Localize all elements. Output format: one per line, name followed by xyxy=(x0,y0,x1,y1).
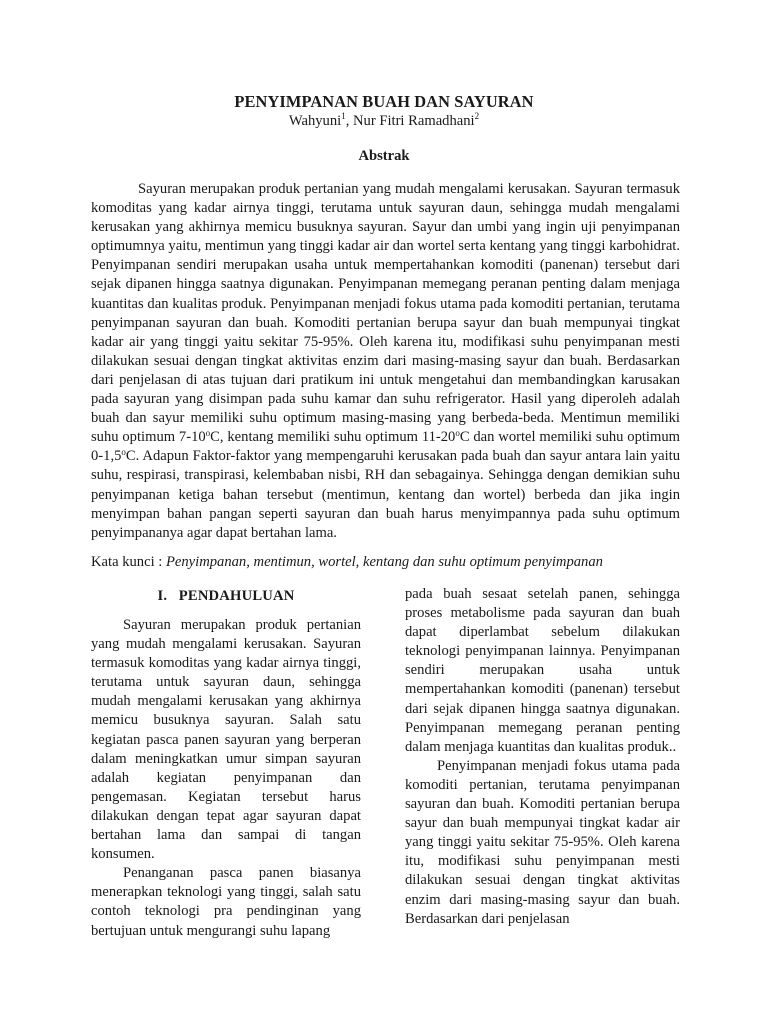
degree-mark: o xyxy=(455,428,460,439)
keywords-text: Penyimpanan, mentimun, wortel, kentang dan suhu optimum penyimpanan xyxy=(165,554,603,570)
body-paragraph: Penanganan pasca panen biasanya menerapkan teknologi yang tinggi, salah satu contoh teknologi pra pendinginan yang bertujuan untuk mengurangi suhu lapang xyxy=(91,865,361,939)
abstract-text-part: C dan wortel memiliki suhu optimum 0-1,5 xyxy=(91,429,680,465)
keywords-line xyxy=(91,554,691,571)
abstract-text-part: C, kentang memiliki suhu optimum 11-20 xyxy=(210,429,456,446)
abstract-text-part: Sayuran merupakan produk pertanian yang mudah mengalami kerusakan. Sayuran termasuk komoditas yang kadar airnya tinggi, terutama untuk sayuran daun, sehingga mudah mengalami kerusakan yang akhirnya memicu busuknya sayuran. Sayur dan umbi yang ingin uji penyimpanan optimumnya yaitu, mentimun yang tinggi kadar air dan wortel serta kentang yang tinggi karbohidrat. Penyimpanan sendiri merupakan usaha untuk mempertahankan komoditi (panenan) tersebut dari sejak dipanen hingga saatnya digunakan. Penyimpanan memegang peranan penting dalam menjaga kuantitas dan kualitas produk. Penyimpanan menjadi fokus utama pada komoditi pertanian, terutama penyimpanan sayuran dan buah. Komoditi pertanian berupa sayur dan buah mempunyai tingkat kadar air yang tinggi yaitu sekitar 75-95%. Oleh karena itu, modifikasi suhu penyimpanan mesti dilakukan sesuai dengan tingkat aktivitas enzim dari masing-masing sayur dan buah. Berdasarkan dari penjelasan di atas tujuan dari pratikum ini untuk mengetahui dan membandingkan karusakan pada sayuran yang disimpan pada suhu kamar dan suhu refrigerator. Hasil yang diperoleh adalah buah dan sayur memiliki suhu optimum masing-masing yang berbeda-beda. Mentimun memiliki suhu optimum 7-10 xyxy=(91,181,680,446)
abstract-text-part: C. Adapun Faktor-faktor yang mempengaruhi kerusakan pada buah dan sayur antara lain yaitu suhu, respirasi, transpirasi, kelembaban nisbi, RH dan sebagainya. Sehingga dengan demikian suhu penyimpanan ketiga bahan tersebut (mentimun, kentang dan wortel) berbeda dan jika ingin menyimpan bahan pangan seperti sayuran dan buah harus menyimpannya pada suhu optimum penyimpananya agar dapat bertahan lama. xyxy=(91,448,680,541)
author-affiliation-mark: 1 xyxy=(341,111,346,121)
abstract-heading: Abstrak xyxy=(358,148,410,164)
degree-mark: o xyxy=(121,447,126,458)
section-heading: I. PENDAHULUAN xyxy=(157,588,295,604)
paper-title: PENYIMPANAN BUAH DAN SAYURAN xyxy=(234,92,534,111)
body-paragraph: pada buah sesaat setelah panen, sehingga proses metabolisme pada sayuran dan buah dapat diperlambat sebelum dilakukan teknologi penyimpanan lainnya. Penyimpanan sendiri merupakan usaha untuk mempertahankan komoditi (panenan) tersebut dari sejak dipanen hingga saatnya digunakan. Penyimpanan memegang peranan penting dalam menjaga kuantitas dan kualitas produk.. xyxy=(405,586,680,755)
keywords-label: Kata kunci : xyxy=(91,554,166,570)
body-paragraph: Sayuran merupakan produk pertanian yang mudah mengalami kerusakan. Sayuran termasuk komoditas yang kadar airnya tinggi, terutama untuk sayuran daun, sehingga mudah mengalami kerusakan yang akhirnya memicu busuknya sayuran. Salah satu kegiatan pasca panen sayuran yang berperan dalam meningkatkan umur simpan sayuran adalah kegiatan penyimpanan dan pengemasan. Kegiatan tersebut harus dilakukan dengan tepat agar sayuran dapat bertahan lama dan sampai di tangan konsumen. xyxy=(91,617,361,863)
author-name: Nur Fitri Ramadhani xyxy=(353,113,475,129)
abstract-text xyxy=(91,180,680,543)
body-paragraph: Penyimpanan menjadi fokus utama pada komoditi pertanian, terutama penyimpanan sayuran dan buah. Komoditi pertanian berupa sayur dan buah mempunyai tingkat kadar air yang tinggi yaitu sekitar 75-95%. Oleh karena itu, modifikasi suhu penyimpanan mesti dilakukan sesuai dengan tingkat aktivitas enzim dari masing-masing sayur dan buah. Berdasarkan dari penjelasan xyxy=(405,757,680,927)
degree-mark: o xyxy=(205,428,211,439)
author-line xyxy=(0,113,768,130)
author-affiliation-mark: 2 xyxy=(474,111,480,121)
right-column xyxy=(405,585,680,929)
author-separator: , xyxy=(345,113,353,129)
author-name: Wahyuni xyxy=(288,113,342,129)
left-column xyxy=(91,588,361,941)
